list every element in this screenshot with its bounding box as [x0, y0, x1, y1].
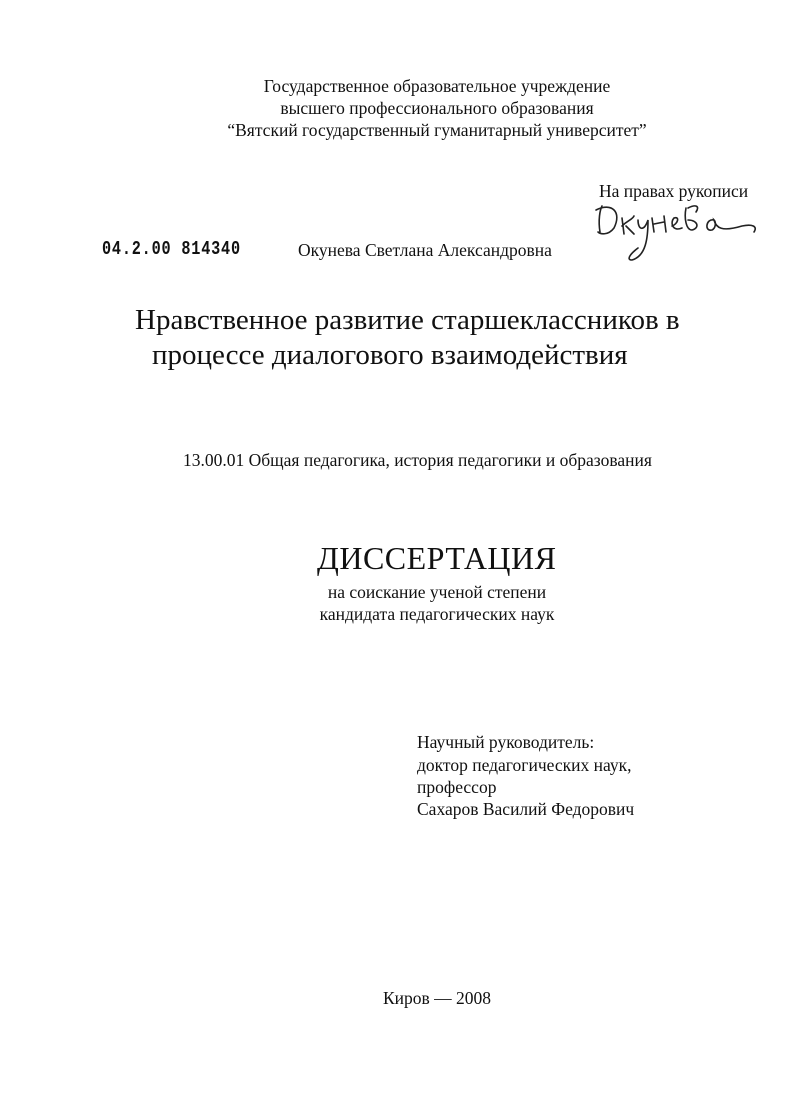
title-line-1: Нравственное развитие старшеклассников в	[135, 304, 680, 336]
document-type: ДИССЕРТАЦИЯ	[317, 540, 557, 576]
supervisor-degree: доктор педагогических наук,	[417, 755, 632, 775]
supervisor-label: Научный руководитель:	[417, 732, 595, 752]
institution-line-2: высшего профессионального образования	[280, 98, 594, 118]
institution-line-3: “Вятский государственный гуманитарный университет”	[227, 120, 647, 140]
supervisor-name: Сахаров Василий Федорович	[417, 799, 635, 819]
institution-line-1: Государственное образовательное учреждение	[263, 76, 611, 96]
degree-line-1: на соискание ученой степени	[327, 582, 547, 602]
city-year: Киров — 2008	[382, 988, 492, 1008]
author-name: Окунева Светлана Александровна	[298, 240, 552, 260]
manuscript-note: На правах рукописи	[599, 181, 749, 201]
specialty: 13.00.01 Общая педагогика, история педагогики и образования	[183, 450, 652, 470]
registration-stamp: 04.2.00 814340	[102, 238, 241, 260]
degree-line-2: кандидата педагогических наук	[319, 604, 555, 624]
title-line-2: процессе диалогового взаимодействия	[152, 339, 628, 371]
author-signature	[592, 198, 762, 264]
supervisor-rank: профессор	[417, 777, 497, 797]
